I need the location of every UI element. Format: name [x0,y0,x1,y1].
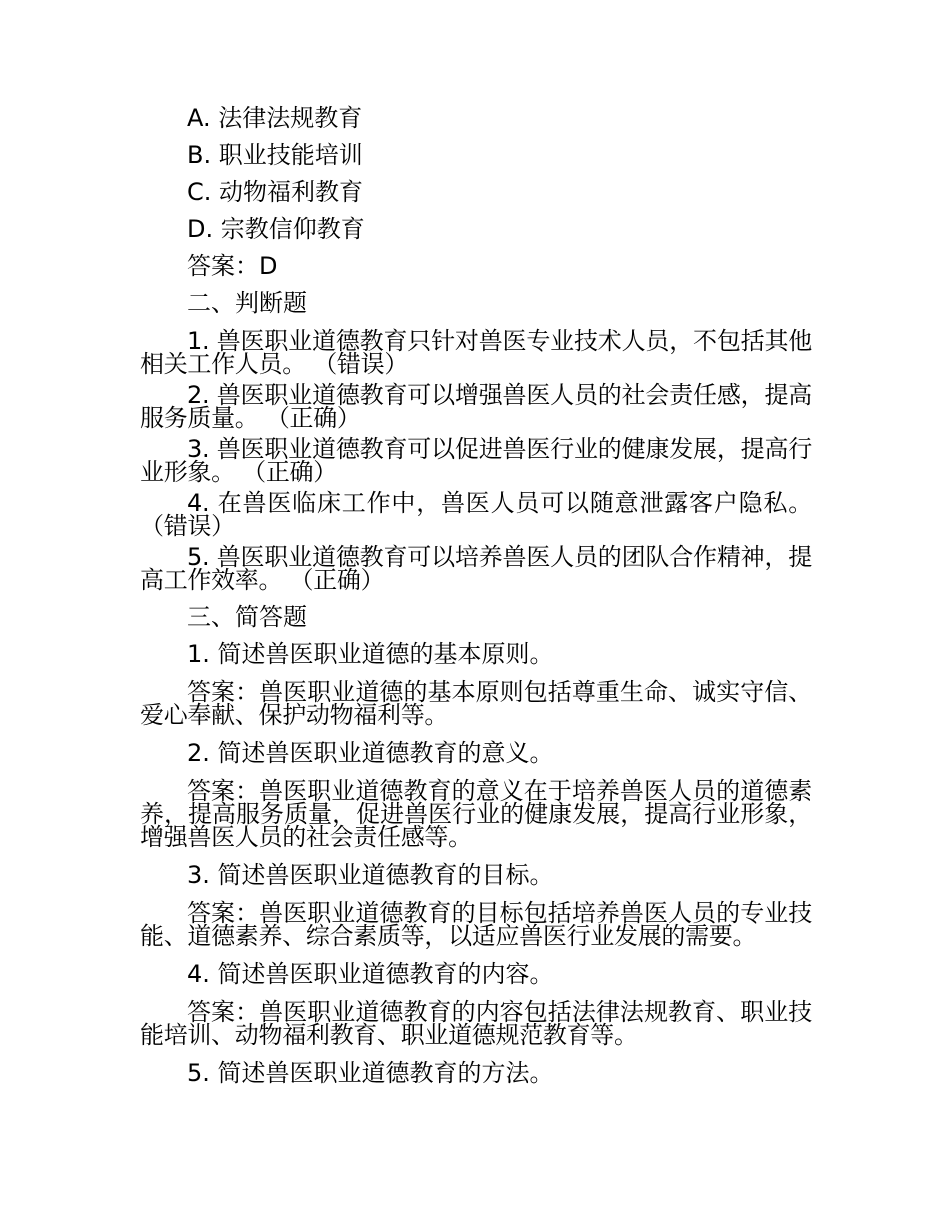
answer-1: 答案：兽医职业道德的基本原则包括尊重生命、诚实守信、爱心奉献、保护动物福利等。 [140,678,812,729]
judgement-item-4: 4. 在兽医临床工作中，兽医人员可以随意泄露客户隐私。 （错误） [140,489,812,540]
answer-2: 答案：兽医职业道德教育的意义在于培养兽医人员的道德素养，提高服务质量，促进兽医行业的健康发展，提高行业形象，增强兽医人员的社会责任感等。 [140,777,812,851]
document-page [140,100,812,1092]
answer-line: 答案：D [187,252,278,280]
section-title-short-answer: 三、简答题 [187,603,307,631]
question-2: 2. 简述兽医职业道德教育的意义。 [187,739,554,767]
judgement-item-2: 2. 兽医职业道德教育可以增强兽医人员的社会责任感，提高服务质量。 （正确） [140,381,812,432]
question-1: 1. 简述兽医职业道德的基本原则。 [187,640,554,668]
answer-3: 答案：兽医职业道德教育的目标包括培养兽医人员的专业技能、道德素养、综合素质等，以适应兽医行业发展的需要。 [140,899,812,950]
judgement-item-5: 5. 兽医职业道德教育可以培养兽医人员的团队合作精神，提高工作效率。 （正确） [140,543,812,594]
option-d: D. 宗教信仰教育 [187,215,365,243]
question-3: 3. 简述兽医职业道德教育的目标。 [187,861,554,889]
option-b: B. 职业技能培训 [187,141,363,169]
section-title-judgement: 二、判断题 [187,289,307,317]
judgement-item-3: 3. 兽医职业道德教育可以促进兽医行业的健康发展，提高行业形象。 （正确） [140,435,812,486]
question-4: 4. 简述兽医职业道德教育的内容。 [187,960,554,988]
option-c: C. 动物福利教育 [187,178,364,206]
question-5: 5. 简述兽医职业道德教育的方法。 [187,1059,554,1087]
option-a: A. 法律法规教育 [187,104,363,132]
judgement-item-1: 1. 兽医职业道德教育只针对兽医专业技术人员，不包括其他相关工作人员。 （错误） [140,327,812,378]
answer-4: 答案：兽医职业道德教育的内容包括法律法规教育、职业技能培训、动物福利教育、职业道德规范教育等。 [140,998,812,1049]
